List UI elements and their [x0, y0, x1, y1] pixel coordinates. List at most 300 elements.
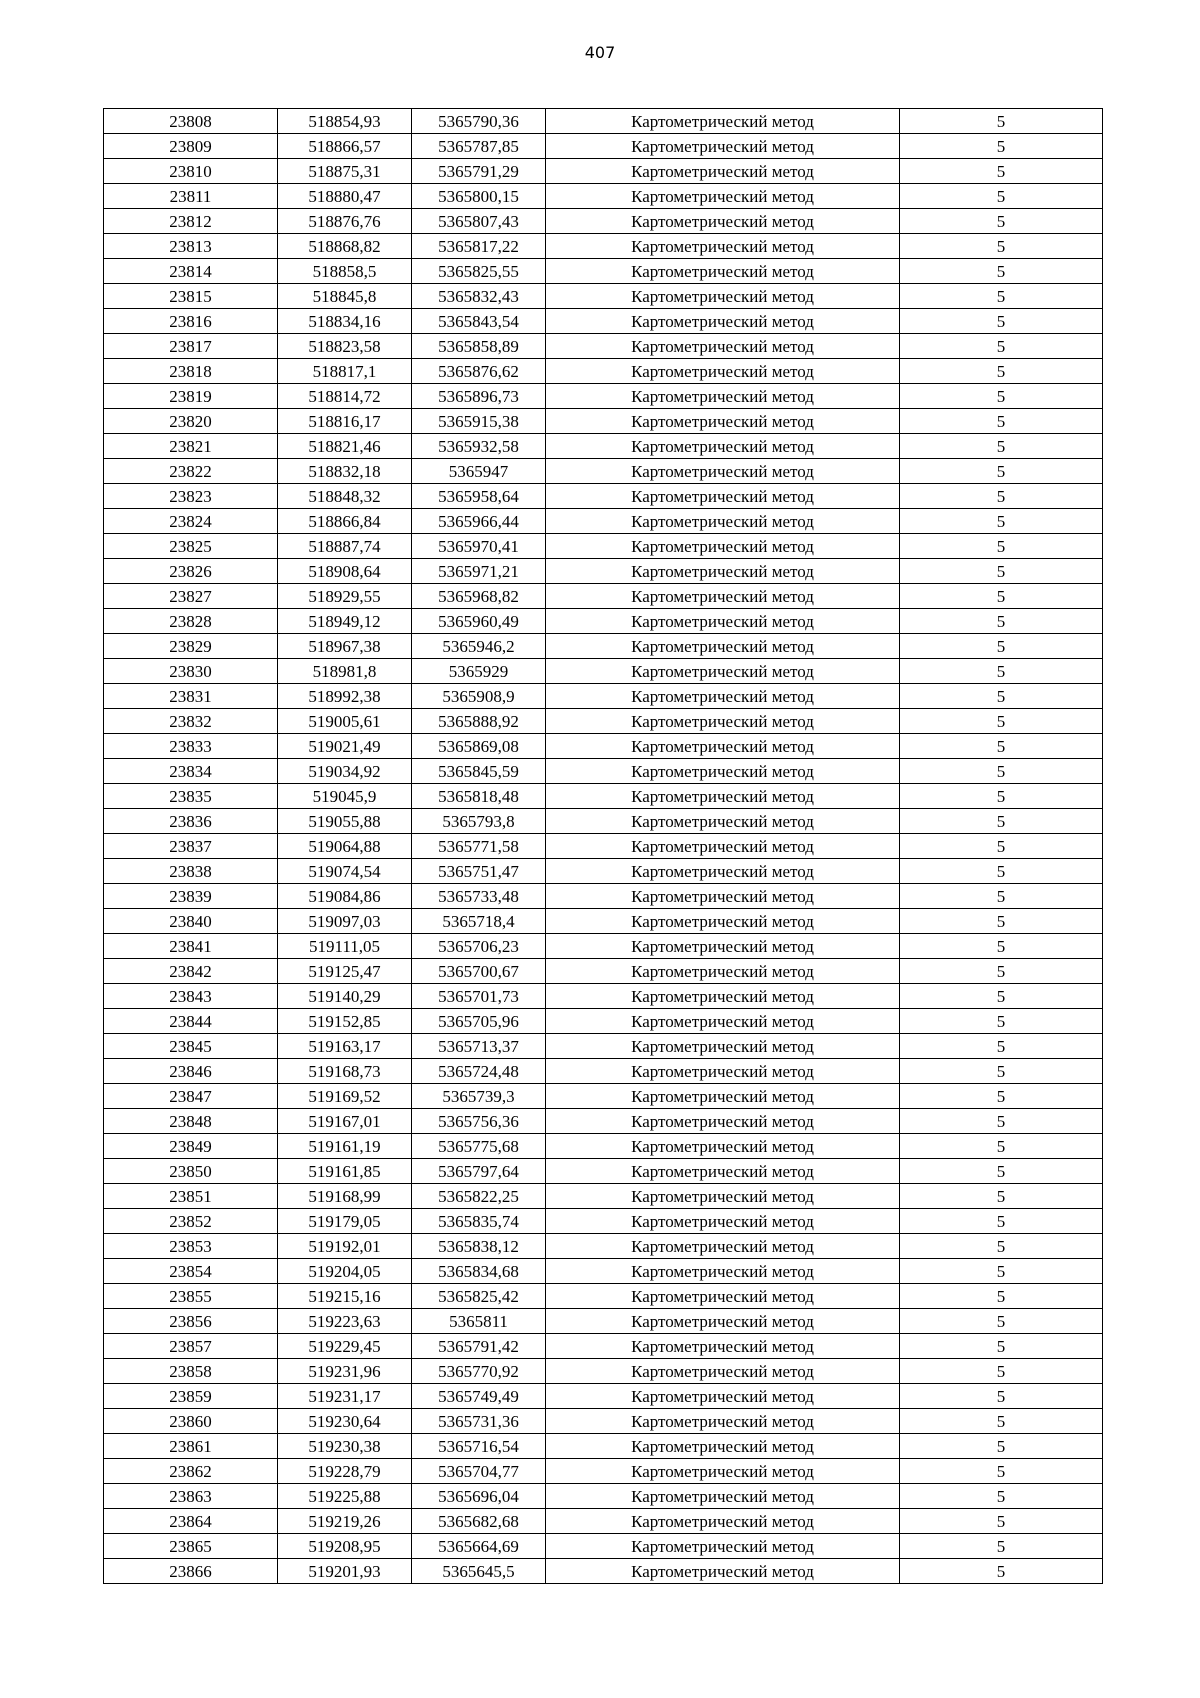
accuracy-cell: 5 [900, 1184, 1103, 1209]
accuracy-cell: 5 [900, 1484, 1103, 1509]
y-coordinate-cell: 5365876,62 [412, 359, 546, 384]
accuracy-cell: 5 [900, 159, 1103, 184]
table-row [104, 1084, 1103, 1109]
method-cell: Картометрический метод [546, 1059, 900, 1084]
point-number-cell: 23808 [104, 109, 278, 134]
x-coordinate-cell: 519169,52 [278, 1084, 412, 1109]
accuracy-cell: 5 [900, 334, 1103, 359]
method-cell: Картометрический метод [546, 159, 900, 184]
x-coordinate-cell: 518834,16 [278, 309, 412, 334]
accuracy-cell: 5 [900, 1509, 1103, 1534]
table-row [104, 134, 1103, 159]
y-coordinate-cell: 5365807,43 [412, 209, 546, 234]
x-coordinate-cell: 519231,17 [278, 1384, 412, 1409]
x-coordinate-cell: 519168,73 [278, 1059, 412, 1084]
y-coordinate-cell: 5365845,59 [412, 759, 546, 784]
method-cell: Картометрический метод [546, 434, 900, 459]
method-cell: Картометрический метод [546, 1209, 900, 1234]
x-coordinate-cell: 518817,1 [278, 359, 412, 384]
method-cell: Картометрический метод [546, 509, 900, 534]
y-coordinate-cell: 5365960,49 [412, 609, 546, 634]
accuracy-cell: 5 [900, 1034, 1103, 1059]
table-row [104, 1034, 1103, 1059]
x-coordinate-cell: 519163,17 [278, 1034, 412, 1059]
table-row [104, 1159, 1103, 1184]
accuracy-cell: 5 [900, 1309, 1103, 1334]
accuracy-cell: 5 [900, 634, 1103, 659]
point-number-cell: 23827 [104, 584, 278, 609]
table-row [104, 159, 1103, 184]
point-number-cell: 23838 [104, 859, 278, 884]
accuracy-cell: 5 [900, 934, 1103, 959]
method-cell: Картометрический метод [546, 784, 900, 809]
method-cell: Картометрический метод [546, 1009, 900, 1034]
page-number: 407 [584, 43, 616, 62]
table-row [104, 809, 1103, 834]
method-cell: Картометрический метод [546, 409, 900, 434]
point-number-cell: 23863 [104, 1484, 278, 1509]
point-number-cell: 23828 [104, 609, 278, 634]
y-coordinate-cell: 5365696,04 [412, 1484, 546, 1509]
table-row [104, 1434, 1103, 1459]
accuracy-cell: 5 [900, 734, 1103, 759]
point-number-cell: 23842 [104, 959, 278, 984]
y-coordinate-cell: 5365800,15 [412, 184, 546, 209]
table-row [104, 209, 1103, 234]
y-coordinate-cell: 5365718,4 [412, 909, 546, 934]
x-coordinate-cell: 518848,32 [278, 484, 412, 509]
y-coordinate-cell: 5365958,64 [412, 484, 546, 509]
point-number-cell: 23846 [104, 1059, 278, 1084]
method-cell: Картометрический метод [546, 1484, 900, 1509]
method-cell: Картометрический метод [546, 459, 900, 484]
x-coordinate-cell: 519064,88 [278, 834, 412, 859]
table-row [104, 1284, 1103, 1309]
x-coordinate-cell: 519192,01 [278, 1234, 412, 1259]
method-cell: Картометрический метод [546, 584, 900, 609]
point-number-cell: 23856 [104, 1309, 278, 1334]
table-row [104, 1384, 1103, 1409]
method-cell: Картометрический метод [546, 709, 900, 734]
table-row [104, 1534, 1103, 1559]
y-coordinate-cell: 5365915,38 [412, 409, 546, 434]
method-cell: Картометрический метод [546, 1384, 900, 1409]
y-coordinate-cell: 5365791,29 [412, 159, 546, 184]
accuracy-cell: 5 [900, 309, 1103, 334]
x-coordinate-cell: 518858,5 [278, 259, 412, 284]
method-cell: Картометрический метод [546, 384, 900, 409]
accuracy-cell: 5 [900, 359, 1103, 384]
point-number-cell: 23820 [104, 409, 278, 434]
table-row [104, 509, 1103, 534]
x-coordinate-cell: 519005,61 [278, 709, 412, 734]
method-cell: Картометрический метод [546, 759, 900, 784]
point-number-cell: 23859 [104, 1384, 278, 1409]
point-number-cell: 23812 [104, 209, 278, 234]
y-coordinate-cell: 5365791,42 [412, 1334, 546, 1359]
table-row [104, 884, 1103, 909]
accuracy-cell: 5 [900, 584, 1103, 609]
y-coordinate-cell: 5365756,36 [412, 1109, 546, 1134]
y-coordinate-cell: 5365775,68 [412, 1134, 546, 1159]
table-row [104, 434, 1103, 459]
accuracy-cell: 5 [900, 759, 1103, 784]
table-row [104, 1209, 1103, 1234]
point-number-cell: 23821 [104, 434, 278, 459]
point-number-cell: 23851 [104, 1184, 278, 1209]
point-number-cell: 23847 [104, 1084, 278, 1109]
x-coordinate-cell: 518816,17 [278, 409, 412, 434]
method-cell: Картометрический метод [546, 1159, 900, 1184]
table-row [104, 1509, 1103, 1534]
x-coordinate-cell: 518880,47 [278, 184, 412, 209]
accuracy-cell: 5 [900, 259, 1103, 284]
y-coordinate-cell: 5365822,25 [412, 1184, 546, 1209]
table-row [104, 109, 1103, 134]
y-coordinate-cell: 5365946,2 [412, 634, 546, 659]
y-coordinate-cell: 5365888,92 [412, 709, 546, 734]
x-coordinate-cell: 519228,79 [278, 1459, 412, 1484]
table-row [104, 1059, 1103, 1084]
method-cell: Картометрический метод [546, 284, 900, 309]
table-row [104, 559, 1103, 584]
accuracy-cell: 5 [900, 1109, 1103, 1134]
accuracy-cell: 5 [900, 784, 1103, 809]
y-coordinate-cell: 5365835,74 [412, 1209, 546, 1234]
y-coordinate-cell: 5365749,49 [412, 1384, 546, 1409]
method-cell: Картометрический метод [546, 334, 900, 359]
point-number-cell: 23831 [104, 684, 278, 709]
y-coordinate-cell: 5365771,58 [412, 834, 546, 859]
method-cell: Картометрический метод [546, 259, 900, 284]
x-coordinate-cell: 519074,54 [278, 859, 412, 884]
table-row [104, 834, 1103, 859]
x-coordinate-cell: 519168,99 [278, 1184, 412, 1209]
method-cell: Картометрический метод [546, 859, 900, 884]
point-number-cell: 23819 [104, 384, 278, 409]
x-coordinate-cell: 519034,92 [278, 759, 412, 784]
method-cell: Картометрический метод [546, 1309, 900, 1334]
method-cell: Картометрический метод [546, 1084, 900, 1109]
y-coordinate-cell: 5365843,54 [412, 309, 546, 334]
method-cell: Картометрический метод [546, 984, 900, 1009]
x-coordinate-cell: 518875,31 [278, 159, 412, 184]
method-cell: Картометрический метод [546, 1409, 900, 1434]
x-coordinate-cell: 519097,03 [278, 909, 412, 934]
point-number-cell: 23810 [104, 159, 278, 184]
point-number-cell: 23861 [104, 1434, 278, 1459]
y-coordinate-cell: 5365817,22 [412, 234, 546, 259]
table-row [104, 859, 1103, 884]
method-cell: Картометрический метод [546, 534, 900, 559]
table-row [104, 659, 1103, 684]
x-coordinate-cell: 518868,82 [278, 234, 412, 259]
method-cell: Картометрический метод [546, 1334, 900, 1359]
y-coordinate-cell: 5365682,68 [412, 1509, 546, 1534]
x-coordinate-cell: 518887,74 [278, 534, 412, 559]
x-coordinate-cell: 518876,76 [278, 209, 412, 234]
accuracy-cell: 5 [900, 884, 1103, 909]
table-row [104, 1109, 1103, 1134]
y-coordinate-cell: 5365971,21 [412, 559, 546, 584]
x-coordinate-cell: 519045,9 [278, 784, 412, 809]
accuracy-cell: 5 [900, 1084, 1103, 1109]
x-coordinate-cell: 519231,96 [278, 1359, 412, 1384]
point-number-cell: 23860 [104, 1409, 278, 1434]
accuracy-cell: 5 [900, 484, 1103, 509]
accuracy-cell: 5 [900, 184, 1103, 209]
y-coordinate-cell: 5365701,73 [412, 984, 546, 1009]
y-coordinate-cell: 5365739,3 [412, 1084, 546, 1109]
accuracy-cell: 5 [900, 1134, 1103, 1159]
x-coordinate-cell: 518866,57 [278, 134, 412, 159]
method-cell: Картометрический метод [546, 934, 900, 959]
point-number-cell: 23841 [104, 934, 278, 959]
point-number-cell: 23852 [104, 1209, 278, 1234]
table-row [104, 909, 1103, 934]
accuracy-cell: 5 [900, 234, 1103, 259]
table-row [104, 1309, 1103, 1334]
point-number-cell: 23844 [104, 1009, 278, 1034]
table-row [104, 459, 1103, 484]
x-coordinate-cell: 519161,85 [278, 1159, 412, 1184]
method-cell: Картометрический метод [546, 209, 900, 234]
x-coordinate-cell: 519161,19 [278, 1134, 412, 1159]
accuracy-cell: 5 [900, 609, 1103, 634]
accuracy-cell: 5 [900, 1234, 1103, 1259]
accuracy-cell: 5 [900, 959, 1103, 984]
y-coordinate-cell: 5365793,8 [412, 809, 546, 834]
y-coordinate-cell: 5365704,77 [412, 1459, 546, 1484]
method-cell: Картометрический метод [546, 909, 900, 934]
method-cell: Картометрический метод [546, 1534, 900, 1559]
point-number-cell: 23839 [104, 884, 278, 909]
x-coordinate-cell: 518845,8 [278, 284, 412, 309]
x-coordinate-cell: 518866,84 [278, 509, 412, 534]
table-row [104, 684, 1103, 709]
y-coordinate-cell: 5365834,68 [412, 1259, 546, 1284]
point-number-cell: 23817 [104, 334, 278, 359]
y-coordinate-cell: 5365869,08 [412, 734, 546, 759]
x-coordinate-cell: 518821,46 [278, 434, 412, 459]
table-row [104, 959, 1103, 984]
table-row [104, 184, 1103, 209]
point-number-cell: 23816 [104, 309, 278, 334]
accuracy-cell: 5 [900, 984, 1103, 1009]
table-row [104, 359, 1103, 384]
x-coordinate-cell: 519167,01 [278, 1109, 412, 1134]
x-coordinate-cell: 519219,26 [278, 1509, 412, 1534]
point-number-cell: 23862 [104, 1459, 278, 1484]
method-cell: Картометрический метод [546, 1134, 900, 1159]
accuracy-cell: 5 [900, 909, 1103, 934]
x-coordinate-cell: 519215,16 [278, 1284, 412, 1309]
accuracy-cell: 5 [900, 509, 1103, 534]
method-cell: Картометрический метод [546, 359, 900, 384]
y-coordinate-cell: 5365947 [412, 459, 546, 484]
accuracy-cell: 5 [900, 834, 1103, 859]
y-coordinate-cell: 5365790,36 [412, 109, 546, 134]
accuracy-cell: 5 [900, 209, 1103, 234]
x-coordinate-cell: 519125,47 [278, 959, 412, 984]
y-coordinate-cell: 5365966,44 [412, 509, 546, 534]
method-cell: Картометрический метод [546, 634, 900, 659]
method-cell: Картометрический метод [546, 134, 900, 159]
y-coordinate-cell: 5365770,92 [412, 1359, 546, 1384]
point-number-cell: 23836 [104, 809, 278, 834]
y-coordinate-cell: 5365787,85 [412, 134, 546, 159]
point-number-cell: 23822 [104, 459, 278, 484]
y-coordinate-cell: 5365733,48 [412, 884, 546, 909]
accuracy-cell: 5 [900, 1009, 1103, 1034]
y-coordinate-cell: 5365818,48 [412, 784, 546, 809]
accuracy-cell: 5 [900, 859, 1103, 884]
x-coordinate-cell: 519084,86 [278, 884, 412, 909]
y-coordinate-cell: 5365968,82 [412, 584, 546, 609]
table-row [104, 1134, 1103, 1159]
point-number-cell: 23837 [104, 834, 278, 859]
method-cell: Картометрический метод [546, 959, 900, 984]
accuracy-cell: 5 [900, 1384, 1103, 1409]
y-coordinate-cell: 5365716,54 [412, 1434, 546, 1459]
method-cell: Картометрический метод [546, 1559, 900, 1584]
point-number-cell: 23854 [104, 1259, 278, 1284]
table-row [104, 1409, 1103, 1434]
accuracy-cell: 5 [900, 534, 1103, 559]
y-coordinate-cell: 5365700,67 [412, 959, 546, 984]
accuracy-cell: 5 [900, 1534, 1103, 1559]
method-cell: Картометрический метод [546, 309, 900, 334]
accuracy-cell: 5 [900, 1159, 1103, 1184]
y-coordinate-cell: 5365825,42 [412, 1284, 546, 1309]
accuracy-cell: 5 [900, 1359, 1103, 1384]
y-coordinate-cell: 5365713,37 [412, 1034, 546, 1059]
x-coordinate-cell: 519055,88 [278, 809, 412, 834]
table-row [104, 384, 1103, 409]
table-row [104, 234, 1103, 259]
x-coordinate-cell: 519152,85 [278, 1009, 412, 1034]
method-cell: Картометрический метод [546, 1509, 900, 1534]
table-row [104, 984, 1103, 1009]
table-row [104, 934, 1103, 959]
point-number-cell: 23864 [104, 1509, 278, 1534]
point-number-cell: 23840 [104, 909, 278, 934]
table-row [104, 334, 1103, 359]
x-coordinate-cell: 519225,88 [278, 1484, 412, 1509]
x-coordinate-cell: 519223,63 [278, 1309, 412, 1334]
accuracy-cell: 5 [900, 559, 1103, 584]
x-coordinate-cell: 518967,38 [278, 634, 412, 659]
point-number-cell: 23865 [104, 1534, 278, 1559]
point-number-cell: 23835 [104, 784, 278, 809]
x-coordinate-cell: 518854,93 [278, 109, 412, 134]
table-row [104, 759, 1103, 784]
y-coordinate-cell: 5365858,89 [412, 334, 546, 359]
y-coordinate-cell: 5365929 [412, 659, 546, 684]
method-cell: Картометрический метод [546, 184, 900, 209]
method-cell: Картометрический метод [546, 1359, 900, 1384]
table-row [104, 1559, 1103, 1584]
table-row [104, 1259, 1103, 1284]
table-row [104, 584, 1103, 609]
y-coordinate-cell: 5365908,9 [412, 684, 546, 709]
table-row [104, 284, 1103, 309]
method-cell: Картометрический метод [546, 1284, 900, 1309]
accuracy-cell: 5 [900, 434, 1103, 459]
method-cell: Картометрический метод [546, 1234, 900, 1259]
table-row [104, 534, 1103, 559]
table-row [104, 1359, 1103, 1384]
point-number-cell: 23850 [104, 1159, 278, 1184]
point-number-cell: 23866 [104, 1559, 278, 1584]
table-row [104, 1334, 1103, 1359]
accuracy-cell: 5 [900, 1334, 1103, 1359]
accuracy-cell: 5 [900, 1209, 1103, 1234]
method-cell: Картометрический метод [546, 1034, 900, 1059]
point-number-cell: 23843 [104, 984, 278, 1009]
table-row [104, 1484, 1103, 1509]
accuracy-cell: 5 [900, 459, 1103, 484]
point-number-cell: 23811 [104, 184, 278, 209]
accuracy-cell: 5 [900, 409, 1103, 434]
point-number-cell: 23826 [104, 559, 278, 584]
accuracy-cell: 5 [900, 284, 1103, 309]
y-coordinate-cell: 5365731,36 [412, 1409, 546, 1434]
method-cell: Картометрический метод [546, 1109, 900, 1134]
method-cell: Картометрический метод [546, 1184, 900, 1209]
table-row [104, 609, 1103, 634]
x-coordinate-cell: 518823,58 [278, 334, 412, 359]
point-number-cell: 23825 [104, 534, 278, 559]
accuracy-cell: 5 [900, 134, 1103, 159]
method-cell: Картометрический метод [546, 109, 900, 134]
accuracy-cell: 5 [900, 684, 1103, 709]
accuracy-cell: 5 [900, 1559, 1103, 1584]
y-coordinate-cell: 5365811 [412, 1309, 546, 1334]
accuracy-cell: 5 [900, 659, 1103, 684]
point-number-cell: 23813 [104, 234, 278, 259]
x-coordinate-cell: 518908,64 [278, 559, 412, 584]
accuracy-cell: 5 [900, 109, 1103, 134]
y-coordinate-cell: 5365645,5 [412, 1559, 546, 1584]
point-number-cell: 23824 [104, 509, 278, 534]
y-coordinate-cell: 5365724,48 [412, 1059, 546, 1084]
table-row [104, 784, 1103, 809]
table-row [104, 1184, 1103, 1209]
accuracy-cell: 5 [900, 1459, 1103, 1484]
x-coordinate-cell: 519179,05 [278, 1209, 412, 1234]
method-cell: Картометрический метод [546, 1434, 900, 1459]
point-number-cell: 23853 [104, 1234, 278, 1259]
method-cell: Картометрический метод [546, 1459, 900, 1484]
point-number-cell: 23845 [104, 1034, 278, 1059]
x-coordinate-cell: 518981,8 [278, 659, 412, 684]
method-cell: Картометрический метод [546, 559, 900, 584]
accuracy-cell: 5 [900, 1259, 1103, 1284]
accuracy-cell: 5 [900, 1284, 1103, 1309]
accuracy-cell: 5 [900, 1059, 1103, 1084]
x-coordinate-cell: 519140,29 [278, 984, 412, 1009]
table-row [104, 1234, 1103, 1259]
accuracy-cell: 5 [900, 809, 1103, 834]
x-coordinate-cell: 519229,45 [278, 1334, 412, 1359]
point-number-cell: 23815 [104, 284, 278, 309]
point-number-cell: 23823 [104, 484, 278, 509]
point-number-cell: 23830 [104, 659, 278, 684]
method-cell: Картометрический метод [546, 734, 900, 759]
y-coordinate-cell: 5365664,69 [412, 1534, 546, 1559]
y-coordinate-cell: 5365832,43 [412, 284, 546, 309]
